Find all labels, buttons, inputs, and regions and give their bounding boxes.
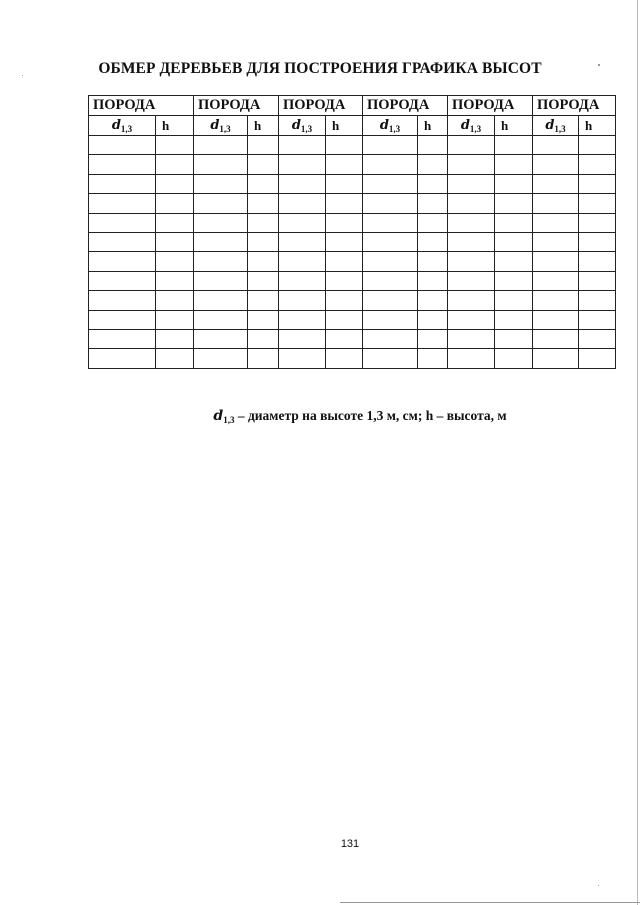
height-cell[interactable] xyxy=(156,136,194,155)
table-header-row xyxy=(89,96,616,116)
height-cell[interactable] xyxy=(418,291,448,310)
tree-measurement-table xyxy=(88,95,616,369)
height-cell[interactable] xyxy=(156,291,194,310)
scan-speck xyxy=(598,885,599,886)
height-cell[interactable] xyxy=(495,194,533,213)
height-cell[interactable] xyxy=(418,174,448,193)
table-row xyxy=(89,232,616,251)
height-cell[interactable] xyxy=(248,155,279,174)
diameter-cell[interactable] xyxy=(533,213,579,232)
diameter-cell[interactable] xyxy=(279,194,326,213)
table-row xyxy=(89,329,616,348)
diameter-cell[interactable] xyxy=(363,194,418,213)
diameter-cell[interactable] xyxy=(448,232,495,251)
height-cell[interactable] xyxy=(156,174,194,193)
table-row xyxy=(89,213,616,232)
height-cell[interactable] xyxy=(418,252,448,271)
diameter-cell[interactable] xyxy=(533,329,579,348)
diameter-subscript: 1,3 xyxy=(469,124,482,134)
diameter-cell[interactable] xyxy=(363,136,418,155)
scan-edge-line xyxy=(637,0,638,905)
height-cell[interactable] xyxy=(156,271,194,290)
height-cell[interactable] xyxy=(418,232,448,251)
diameter-cell[interactable] xyxy=(448,291,495,310)
table-row xyxy=(89,174,616,193)
height-cell[interactable] xyxy=(579,271,616,290)
diameter-cell[interactable] xyxy=(363,252,418,271)
diameter-cell[interactable] xyxy=(194,194,248,213)
diameter-cell[interactable] xyxy=(89,232,156,251)
legend-text: – диаметр на высоте 1,3 м, см; h – высота, м xyxy=(234,408,507,423)
page-number: 131 xyxy=(340,838,360,850)
diameter-cell[interactable] xyxy=(89,252,156,271)
diameter-cell[interactable] xyxy=(194,271,248,290)
height-cell[interactable] xyxy=(326,329,363,348)
diameter-cell[interactable] xyxy=(89,194,156,213)
diameter-subscript: 1,3 xyxy=(300,124,313,134)
height-cell[interactable] xyxy=(326,271,363,290)
height-cell[interactable] xyxy=(418,155,448,174)
diameter-cell[interactable] xyxy=(533,155,579,174)
diameter-cell[interactable] xyxy=(279,310,326,329)
table-row xyxy=(89,271,616,290)
height-cell[interactable] xyxy=(579,291,616,310)
legend-diameter-symbol: d xyxy=(213,408,224,424)
diameter-cell[interactable] xyxy=(194,252,248,271)
diameter-cell[interactable] xyxy=(194,349,248,368)
page-title: ОБМЕР ДЕРЕВЬЕВ ДЛЯ ПОСТРОЕНИЯ ГРАФИКА ВЫСОТ xyxy=(98,60,542,77)
diameter-subscript: 1,3 xyxy=(388,124,401,134)
height-cell[interactable] xyxy=(579,136,616,155)
table-row xyxy=(89,310,616,329)
height-cell[interactable] xyxy=(579,329,616,348)
height-cell[interactable] xyxy=(418,329,448,348)
diameter-cell[interactable] xyxy=(448,252,495,271)
diameter-cell[interactable] xyxy=(363,271,418,290)
diameter-cell[interactable] xyxy=(89,329,156,348)
diameter-cell[interactable] xyxy=(279,271,326,290)
height-cell[interactable] xyxy=(156,232,194,251)
diameter-cell[interactable] xyxy=(448,174,495,193)
height-column-header: h xyxy=(326,116,363,136)
diameter-cell[interactable] xyxy=(448,194,495,213)
height-cell[interactable] xyxy=(326,194,363,213)
height-cell[interactable] xyxy=(248,291,279,310)
height-cell[interactable] xyxy=(248,194,279,213)
height-cell[interactable] xyxy=(156,155,194,174)
diameter-cell[interactable] xyxy=(89,271,156,290)
diameter-cell[interactable] xyxy=(363,155,418,174)
height-cell[interactable] xyxy=(418,310,448,329)
diameter-column-header xyxy=(533,116,579,136)
diameter-cell[interactable] xyxy=(194,232,248,251)
diameter-symbol: d xyxy=(460,118,470,133)
diameter-cell[interactable] xyxy=(363,349,418,368)
diameter-symbol: d xyxy=(111,118,121,133)
height-cell[interactable] xyxy=(156,349,194,368)
height-cell[interactable] xyxy=(418,136,448,155)
table-row xyxy=(89,291,616,310)
diameter-cell[interactable] xyxy=(194,329,248,348)
diameter-cell[interactable] xyxy=(448,136,495,155)
height-cell[interactable] xyxy=(248,213,279,232)
height-cell[interactable] xyxy=(418,194,448,213)
diameter-cell[interactable] xyxy=(194,291,248,310)
diameter-cell[interactable] xyxy=(194,136,248,155)
diameter-cell[interactable] xyxy=(194,310,248,329)
height-column-header: h xyxy=(248,116,279,136)
diameter-cell[interactable] xyxy=(279,136,326,155)
height-cell[interactable] xyxy=(418,271,448,290)
diameter-cell[interactable] xyxy=(363,174,418,193)
table-row xyxy=(89,136,616,155)
diameter-cell[interactable] xyxy=(89,136,156,155)
diameter-cell[interactable] xyxy=(279,213,326,232)
table-row xyxy=(89,349,616,368)
diameter-cell[interactable] xyxy=(279,329,326,348)
diameter-cell[interactable] xyxy=(279,349,326,368)
diameter-column-header xyxy=(448,116,495,136)
height-cell[interactable] xyxy=(495,252,533,271)
height-cell[interactable] xyxy=(495,155,533,174)
legend-diameter-subscript: 1,3 xyxy=(223,415,235,425)
table-row xyxy=(89,155,616,174)
height-cell[interactable] xyxy=(156,252,194,271)
height-cell[interactable] xyxy=(326,232,363,251)
height-column-header: h xyxy=(495,116,533,136)
diameter-cell[interactable] xyxy=(533,232,579,251)
height-cell[interactable] xyxy=(495,271,533,290)
height-cell[interactable] xyxy=(326,213,363,232)
height-cell[interactable] xyxy=(248,271,279,290)
diameter-cell[interactable] xyxy=(194,155,248,174)
diameter-cell[interactable] xyxy=(363,213,418,232)
height-cell[interactable] xyxy=(495,310,533,329)
height-cell[interactable] xyxy=(579,194,616,213)
height-cell[interactable] xyxy=(248,232,279,251)
diameter-cell[interactable] xyxy=(89,155,156,174)
height-cell[interactable] xyxy=(495,213,533,232)
species-header-6: ПОРОДА xyxy=(533,96,616,116)
diameter-cell[interactable] xyxy=(533,291,579,310)
height-cell[interactable] xyxy=(248,349,279,368)
species-header-2: ПОРОДА xyxy=(194,96,279,116)
diameter-cell[interactable] xyxy=(533,252,579,271)
diameter-symbol: d xyxy=(291,118,301,133)
species-header-4: ПОРОДА xyxy=(363,96,448,116)
diameter-subscript: 1,3 xyxy=(120,124,133,134)
height-cell[interactable] xyxy=(248,136,279,155)
height-cell[interactable] xyxy=(326,291,363,310)
height-cell[interactable] xyxy=(248,174,279,193)
legend-note xyxy=(0,408,640,425)
height-column-header: h xyxy=(156,116,194,136)
species-header-3: ПОРОДА xyxy=(279,96,363,116)
height-cell[interactable] xyxy=(418,213,448,232)
diameter-cell[interactable] xyxy=(533,136,579,155)
diameter-cell[interactable] xyxy=(533,271,579,290)
diameter-cell[interactable] xyxy=(279,155,326,174)
height-cell[interactable] xyxy=(156,310,194,329)
height-cell[interactable] xyxy=(418,349,448,368)
height-cell[interactable] xyxy=(495,136,533,155)
diameter-cell[interactable] xyxy=(89,310,156,329)
height-cell[interactable] xyxy=(248,310,279,329)
scan-bottom-line xyxy=(340,902,640,903)
height-cell[interactable] xyxy=(579,349,616,368)
height-cell[interactable] xyxy=(326,310,363,329)
diameter-cell[interactable] xyxy=(448,310,495,329)
diameter-subscript: 1,3 xyxy=(219,124,231,134)
diameter-cell[interactable] xyxy=(279,232,326,251)
diameter-cell[interactable] xyxy=(363,232,418,251)
height-cell[interactable] xyxy=(579,174,616,193)
height-cell[interactable] xyxy=(579,213,616,232)
height-cell[interactable] xyxy=(495,349,533,368)
height-cell[interactable] xyxy=(248,329,279,348)
diameter-cell[interactable] xyxy=(89,291,156,310)
table-subheader-row xyxy=(89,116,616,136)
height-cell[interactable] xyxy=(495,291,533,310)
height-column-header: h xyxy=(418,116,448,136)
diameter-cell[interactable] xyxy=(448,329,495,348)
diameter-cell[interactable] xyxy=(363,310,418,329)
diameter-cell[interactable] xyxy=(448,271,495,290)
height-cell[interactable] xyxy=(495,232,533,251)
height-cell[interactable] xyxy=(495,329,533,348)
height-cell[interactable] xyxy=(156,213,194,232)
diameter-cell[interactable] xyxy=(533,349,579,368)
height-cell[interactable] xyxy=(579,155,616,174)
species-header-1: ПОРОДА xyxy=(89,96,194,116)
diameter-cell[interactable] xyxy=(279,174,326,193)
diameter-symbol: d xyxy=(545,118,555,133)
height-cell[interactable] xyxy=(326,349,363,368)
height-cell[interactable] xyxy=(326,252,363,271)
diameter-cell[interactable] xyxy=(533,194,579,213)
diameter-cell[interactable] xyxy=(533,310,579,329)
diameter-symbol: d xyxy=(379,118,389,133)
diameter-cell[interactable] xyxy=(194,213,248,232)
diameter-cell[interactable] xyxy=(448,213,495,232)
table-row xyxy=(89,252,616,271)
height-cell[interactable] xyxy=(495,174,533,193)
diameter-subscript: 1,3 xyxy=(554,124,566,134)
diameter-cell[interactable] xyxy=(363,291,418,310)
diameter-column-header xyxy=(194,116,248,136)
diameter-cell[interactable] xyxy=(533,174,579,193)
height-cell[interactable] xyxy=(326,155,363,174)
height-cell[interactable] xyxy=(326,174,363,193)
diameter-cell[interactable] xyxy=(279,252,326,271)
height-cell[interactable] xyxy=(579,252,616,271)
height-column-header: h xyxy=(579,116,616,136)
height-cell[interactable] xyxy=(579,232,616,251)
height-cell[interactable] xyxy=(156,329,194,348)
diameter-column-header xyxy=(89,116,156,136)
diameter-cell[interactable] xyxy=(89,174,156,193)
diameter-cell[interactable] xyxy=(279,291,326,310)
diameter-symbol: d xyxy=(210,118,220,133)
height-cell[interactable] xyxy=(326,136,363,155)
diameter-cell[interactable] xyxy=(448,349,495,368)
diameter-cell[interactable] xyxy=(89,349,156,368)
diameter-cell[interactable] xyxy=(363,329,418,348)
diameter-column-header xyxy=(279,116,326,136)
height-cell[interactable] xyxy=(156,194,194,213)
diameter-column-header xyxy=(363,116,418,136)
diameter-cell[interactable] xyxy=(448,155,495,174)
table-row xyxy=(89,194,616,213)
diameter-cell[interactable] xyxy=(89,213,156,232)
species-header-5: ПОРОДА xyxy=(448,96,533,116)
height-cell[interactable] xyxy=(579,310,616,329)
height-cell[interactable] xyxy=(248,252,279,271)
diameter-cell[interactable] xyxy=(194,174,248,193)
